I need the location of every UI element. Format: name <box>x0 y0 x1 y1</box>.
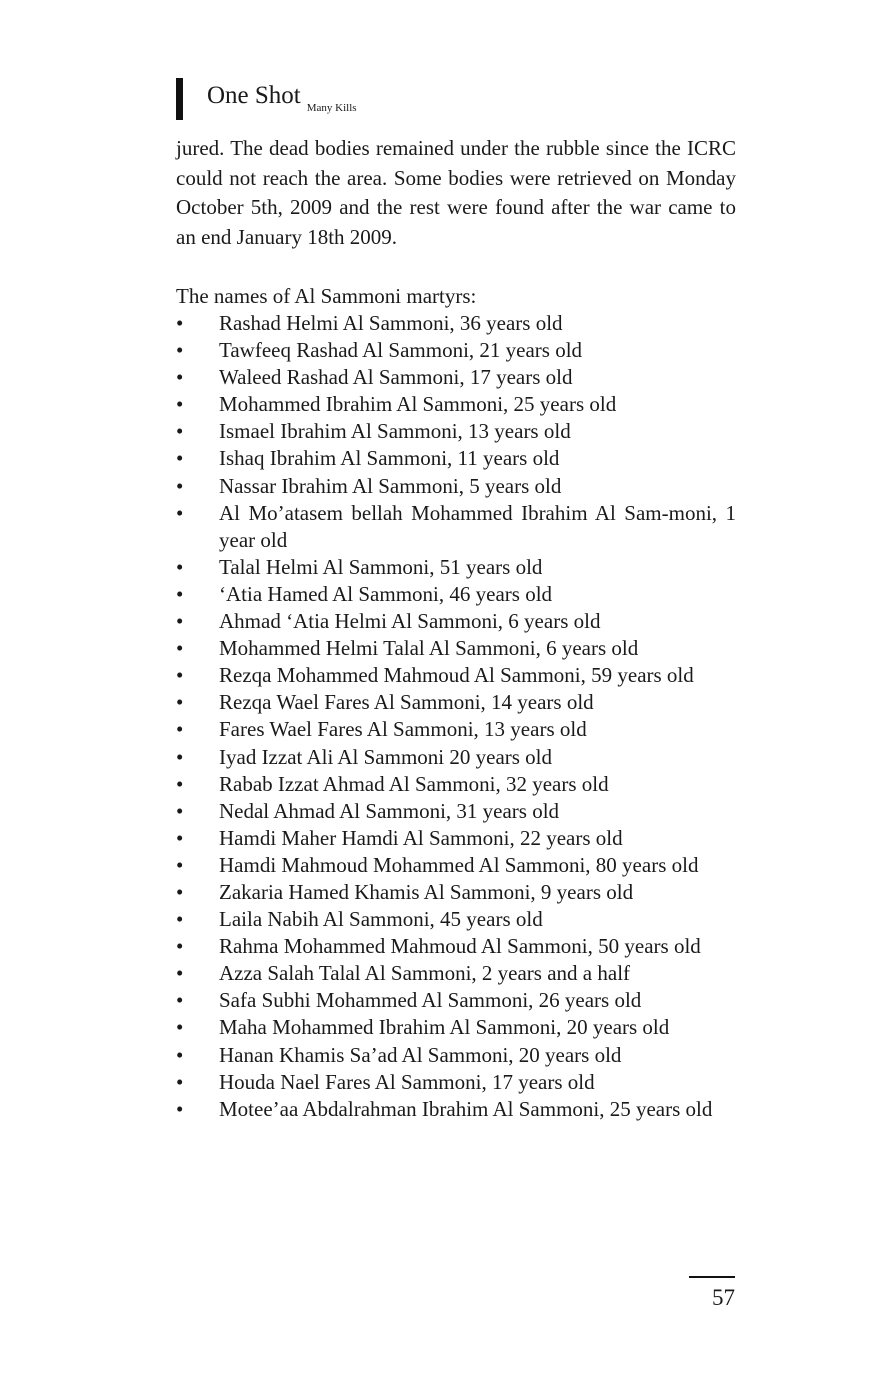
list-item: • Mohammed Ibrahim Al Sammoni, 25 years old <box>176 391 736 418</box>
list-item: • Tawfeeq Rashad Al Sammoni, 21 years old <box>176 337 736 364</box>
list-item: • Rashad Helmi Al Sammoni, 36 years old <box>176 310 736 337</box>
list-item: • Rezqa Wael Fares Al Sammoni, 14 years old <box>176 689 736 716</box>
list-item: • Rezqa Mohammed Mahmoud Al Sammoni, 59 years old <box>176 662 736 689</box>
list-item: • Rabab Izzat Ahmad Al Sammoni, 32 years old <box>176 771 736 798</box>
list-item: • Talal Helmi Al Sammoni, 51 years old <box>176 554 736 581</box>
list-item: • Hamdi Mahmoud Mohammed Al Sammoni, 80 years old <box>176 852 736 879</box>
list-item: • Nedal Ahmad Al Sammoni, 31 years old <box>176 798 736 825</box>
page-number-rule <box>689 1276 735 1278</box>
list-item: • Safa Subhi Mohammed Al Sammoni, 26 years old <box>176 987 736 1014</box>
list-item: • Hanan Khamis Sa’ad Al Sammoni, 20 years old <box>176 1042 736 1069</box>
list-item: • Fares Wael Fares Al Sammoni, 13 years old <box>176 716 736 743</box>
list-item: • Nassar Ibrahim Al Sammoni, 5 years old <box>176 473 736 500</box>
list-item: • ‘Atia Hamed Al Sammoni, 46 years old <box>176 581 736 608</box>
list-item: • Mohammed Helmi Talal Al Sammoni, 6 years old <box>176 635 736 662</box>
list-item: • Iyad Izzat Ali Al Sammoni 20 years old <box>176 744 736 771</box>
body-paragraph: jured. The dead bodies remained under the rubble since the ICRC could not reach the area. Some bodies were retrieved on Monday October 5th, 2009 and the rest were found after the war came to an end January 18th 2009. <box>176 136 736 250</box>
list-intro: The names of Al Sammoni martyrs: <box>176 284 477 308</box>
martyr-list <box>176 310 736 1123</box>
list-item: • Hamdi Maher Hamdi Al Sammoni, 22 years old <box>176 825 736 852</box>
list-item: • Ismael Ibrahim Al Sammoni, 13 years old <box>176 418 736 445</box>
list-item: • Laila Nabih Al Sammoni, 45 years old <box>176 906 736 933</box>
list-item: • Al Mo’atasem bellah Mohammed Ibrahim Al Sam-moni, 1 year old <box>176 500 736 554</box>
page-number: 57 <box>712 1285 735 1310</box>
list-item: • Houda Nael Fares Al Sammoni, 17 years old <box>176 1069 736 1096</box>
list-item: • Rahma Mohammed Mahmoud Al Sammoni, 50 years old <box>176 933 736 960</box>
book-subtitle: Many Kills <box>306 102 357 114</box>
list-item: • Ishaq Ibrahim Al Sammoni, 11 years old <box>176 445 736 472</box>
list-item: • Ahmad ‘Atia Helmi Al Sammoni, 6 years old <box>176 608 736 635</box>
list-item: • Maha Mohammed Ibrahim Al Sammoni, 20 years old <box>176 1014 736 1041</box>
book-title: One Shot <box>207 82 301 109</box>
running-header <box>176 78 357 120</box>
header-bar <box>176 78 183 120</box>
list-item: • Motee’aa Abdalrahman Ibrahim Al Sammoni, 25 years old <box>176 1096 736 1123</box>
list-item: • Zakaria Hamed Khamis Al Sammoni, 9 years old <box>176 879 736 906</box>
list-item: • Azza Salah Talal Al Sammoni, 2 years and a half <box>176 960 736 987</box>
list-item: • Waleed Rashad Al Sammoni, 17 years old <box>176 364 736 391</box>
